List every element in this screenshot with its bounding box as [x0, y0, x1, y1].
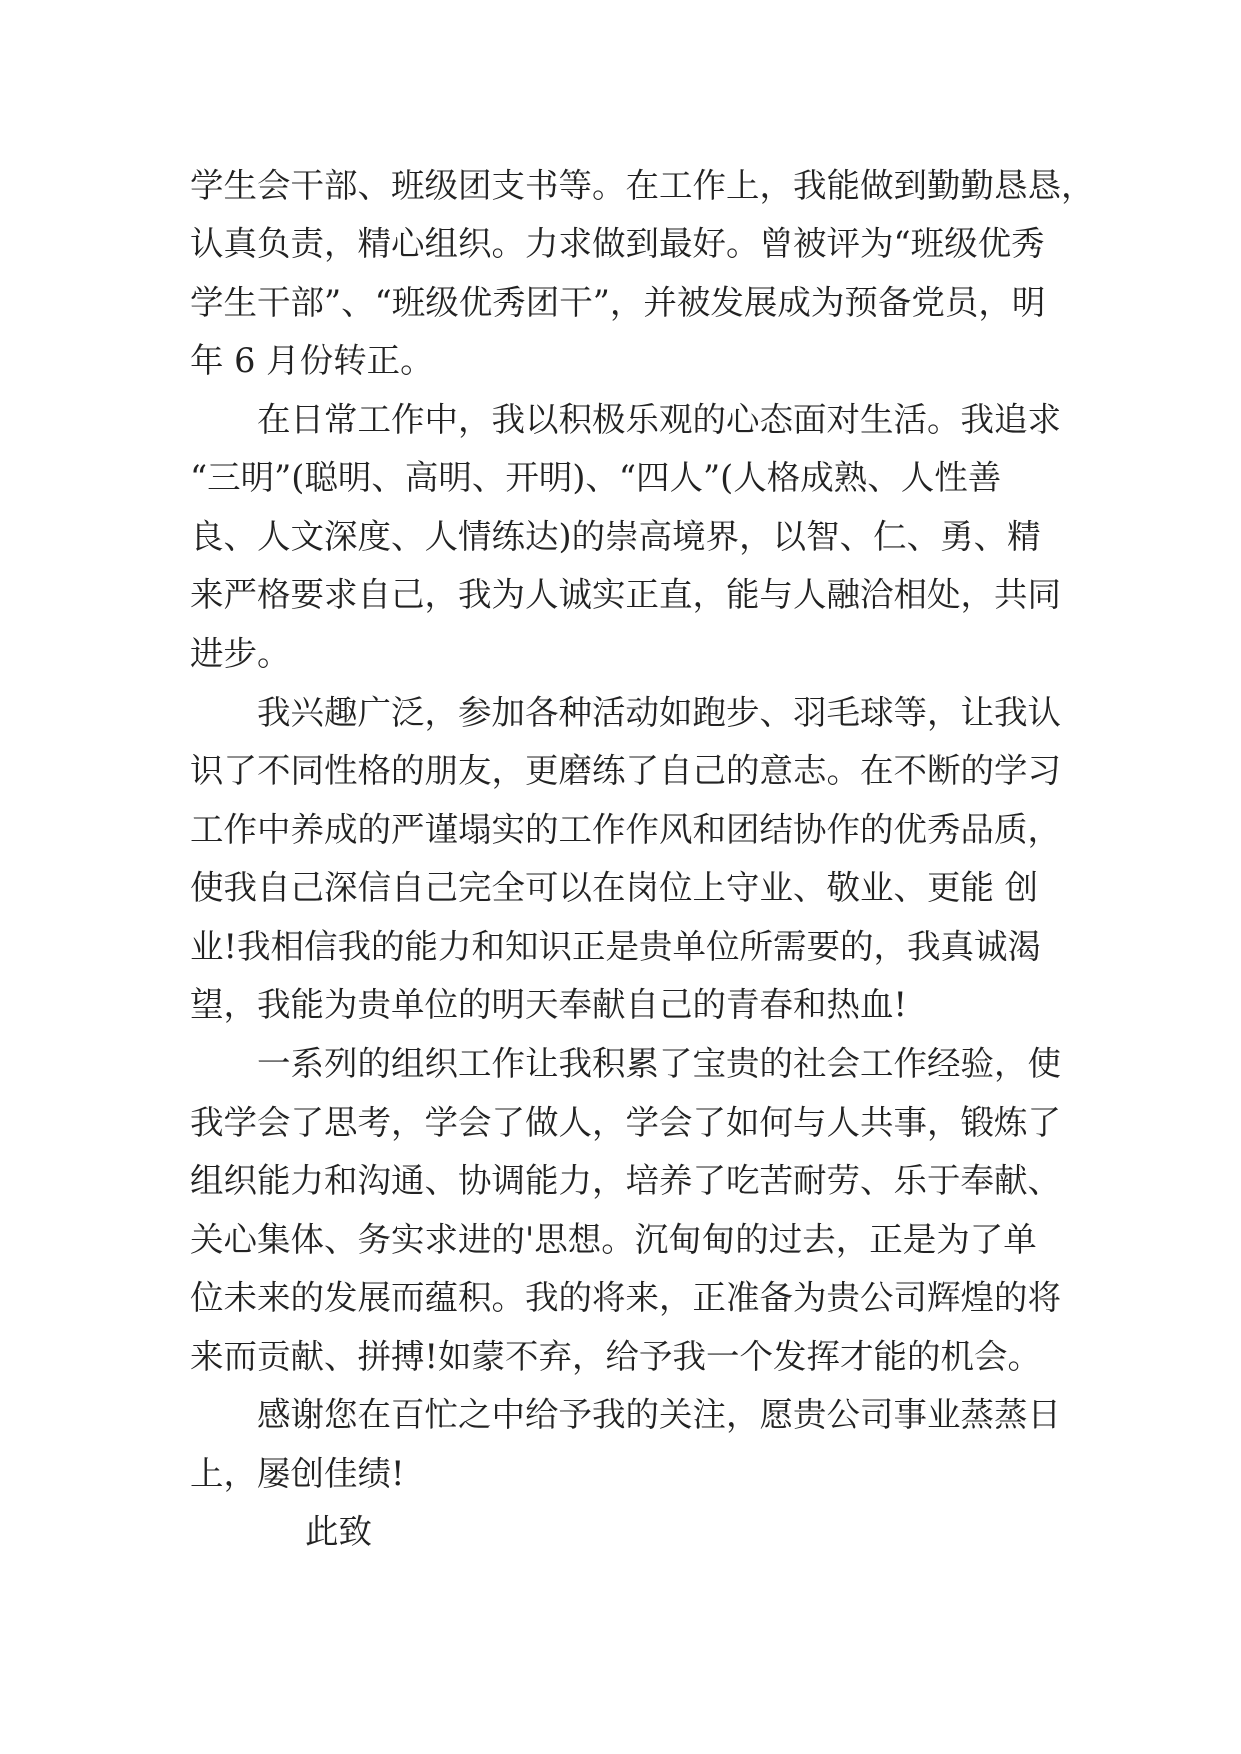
paragraph-5-line-2: 上，屡创佳绩! — [190, 1454, 405, 1493]
paragraph-4-line-3: 组织能力和沟通、协调能力，培养了吃苦耐劳、乐于奉献、 — [190, 1161, 1061, 1200]
paragraph-4-line-1: 一系列的组织工作让我积累了宝贵的社会工作经验，使 — [257, 1044, 1061, 1083]
paragraph-3-line-4: 使我自己深信自己完全可以在岗位上守业、敬业、更能 创 — [190, 868, 1039, 907]
paragraph-3-line-6: 望，我能为贵单位的明天奉献自己的青春和热血! — [190, 985, 907, 1024]
paragraph-2-line-4: 来严格要求自己，我为人诚实正直，能与人融洽相处，共同 — [190, 575, 1061, 614]
paragraph-2-line-5: 进步。 — [190, 634, 291, 673]
paragraph-1-line-2: 认真负责，精心组织。力求做到最好。曾被评为“班级优秀 — [190, 224, 1045, 263]
paragraph-4-line-6: 来而贡献、拼搏!如蒙不弃，给予我一个发挥才能的机会。 — [190, 1337, 1041, 1376]
paragraph-4-line-2: 我学会了思考，学会了做人，学会了如何与人共事，锻炼了 — [190, 1103, 1061, 1142]
salutation: 此致 — [305, 1512, 372, 1551]
paragraph-1-line-4: 年 6 月份转正。 — [190, 341, 434, 380]
paragraph-2-line-1: 在日常工作中，我以积极乐观的心态面对生活。我追求 — [257, 400, 1061, 439]
paragraph-4-line-5: 位未来的发展而蕴积。我的将来，正准备为贵公司辉煌的将 — [190, 1278, 1061, 1317]
paragraph-3-line-5: 业!我相信我的能力和知识正是贵单位所需要的，我真诚渴 — [190, 927, 1041, 966]
paragraph-3-line-3: 工作中养成的严谨塌实的工作作风和团结协作的优秀品质， — [190, 810, 1061, 849]
paragraph-1-line-3: 学生干部”、“班级优秀团干”，并被发展成为预备党员，明 — [190, 283, 1046, 322]
paragraph-3-line-1: 我兴趣广泛，参加各种活动如跑步、羽毛球等，让我认 — [257, 693, 1061, 732]
paragraph-1-line-1: 学生会干部、班级团支书等。在工作上，我能做到勤勤恳恳， — [190, 166, 1095, 205]
paragraph-2-line-2: “三明”(聪明、高明、开明)、“四人”(人格成熟、人性善 — [190, 458, 1002, 497]
paragraph-3-line-2: 识了不同性格的朋友，更磨练了自己的意志。在不断的学习 — [190, 751, 1061, 790]
paragraph-5-line-1: 感谢您在百忙之中给予我的关注，愿贵公司事业蒸蒸日 — [257, 1395, 1061, 1434]
paragraph-4-line-4: 关心集体、务实求进的'思想。沉甸甸的过去，正是为了单 — [190, 1220, 1037, 1259]
paragraph-2-line-3: 良、人文深度、人情练达)的崇高境界，以智、仁、勇、精 — [190, 517, 1041, 556]
